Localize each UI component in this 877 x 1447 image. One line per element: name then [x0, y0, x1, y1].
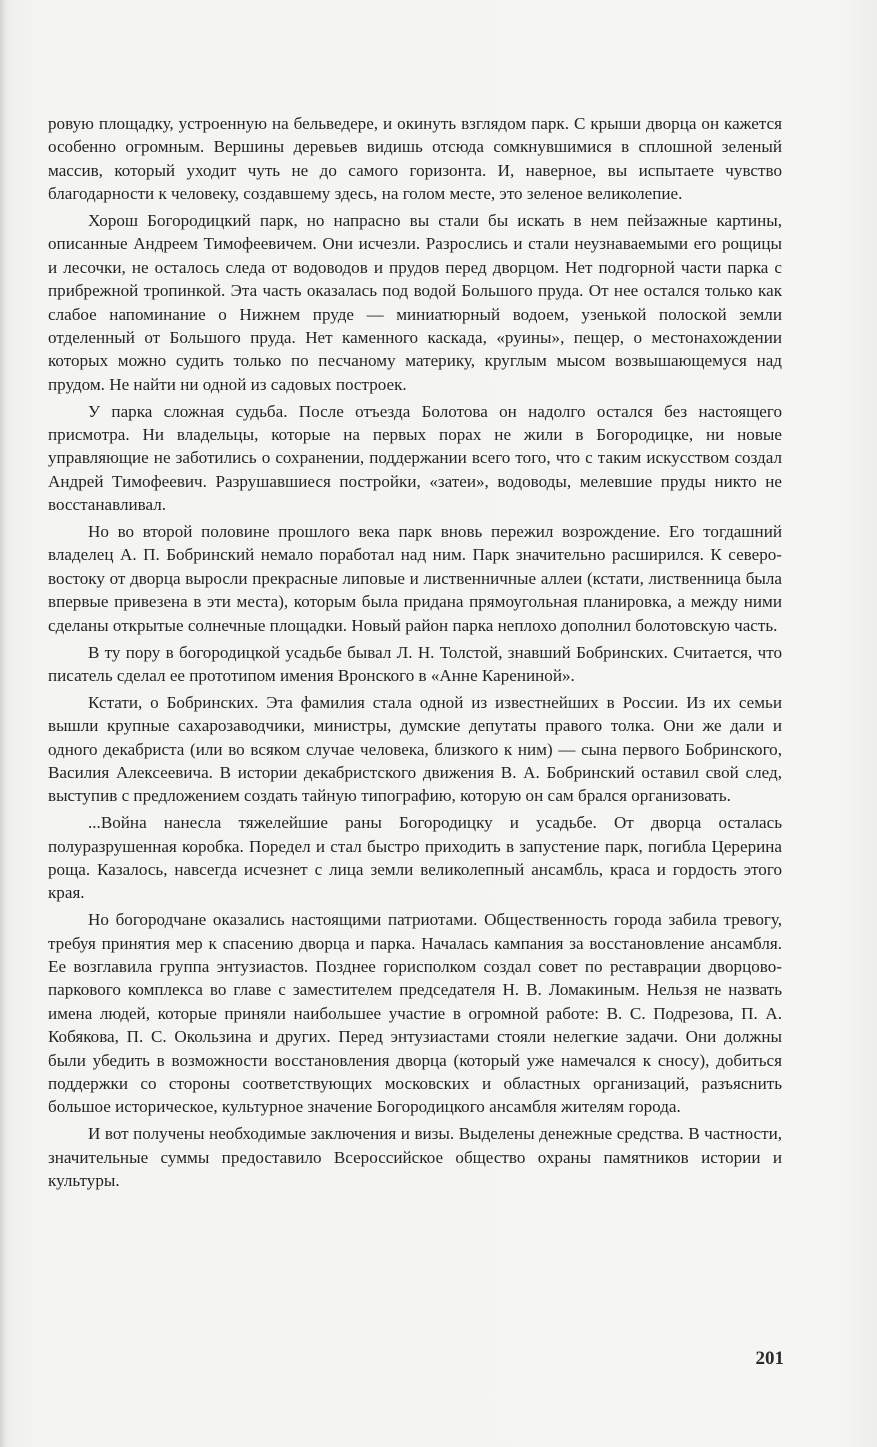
paragraph-7: ...Война нанесла тяжелейшие раны Богородицку и усадьбе. От дворца осталась полуразрушенная коробка. Поредел и стал быстро приходить в запустение парк, погибла Церерина роща. Казалось, навсегда исчезнет с лица земли великолепный ансамбль, краса и гордость этого края.: [48, 813, 782, 903]
paragraph-4: Но во второй половине прошлого века парк вновь пережил возрождение. Его тогдашний владелец А. П. Бобринский немало поработал над ним. Парк значительно расширился. К северо-востоку от дворца выросли прекрасные липовые и лиственничные аллеи (кстати, лиственница была впервые привезена в эти места), которым была придана прямоугольная планировка, а между ними сделаны открытые солнечные площадки. Новый район парка неплохо дополнил болотовскую часть.: [48, 522, 782, 635]
page-binding-shadow: [0, 0, 6, 1447]
paragraph-2: Хорош Богородицкий парк, но напрасно вы стали бы искать в нем пейзажные картины, описанные Андреем Тимофеевичем. Они исчезли. Разрослись и стали неузнаваемыми его рощицы и лесочки, не осталось следа от водоводов и прудов перед дворцом. Нет подгорной части парка с прибрежной тропинкой. Эта часть оказалась под водой Большого пруда. От нее остался только как слабое напоминание о Нижнем пруде — миниатюрный водоем, узенькой полоской земли отделенный от Большого пруда. Нет каменного каскада, «руины», пещер, о местонахождении которых можно судить только по песчаному материку, круглым мысом возвышающемуся над прудом. Не найти ни одной из садовых построек.: [48, 211, 782, 394]
paragraph-5: В ту пору в богородицкой усадьбе бывал Л. Н. Толстой, знавший Бобринских. Считается, что писатель сделал ее прототипом имения Вронского в «Анне Карениной».: [48, 642, 782, 685]
paragraph-3: У парка сложная судьба. После отъезда Болотова он надолго остался без настоящего присмотра. Ни владельцы, которые на первых порах не жили в Богородицке, ни новые управляющие не заботились о сохранении, поддержании всего того, что с таким искусством создал Андрей Тимофеевич. Разрушавшиеся постройки, «затеи», водоводы, мелевшие пруды никто не восстанавливал.: [48, 401, 782, 515]
paragraph-8: Но богородчане оказались настоящими патриотами. Общественность города забила тревогу, требуя принятия мер к спасению дворца и парка. Началась кампания за восстановление ансамбля. Ее возглавила группа энтузиастов. Позднее горисполком создал совет по реставрации дворцово-паркового комплекса во главе с заместителем председателя Н. В. Ломакиным. Нельзя не назвать имена людей, которые приняли наибольшее участие в огромной работе: В. С. Подрезова, П. А. Кобякова, П. С. Окользина и других. Перед энтузиастами стояли нелегкие задачи. Они должны были убедить в возможности восстановления дворца (который уже намечался к сносу), добиться поддержки со стороны соответствующих московских и областных организаций, разъяснить большое историческое, культурное значение Богородицкого ансамбля жителям города.: [48, 910, 782, 1117]
paragraph-1: ровую площадку, устроенную на бельведере, и окинуть взглядом парк. С крыши дворца он кажется особенно огромным. Вершины деревьев видишь отсюда сомкнувшимися в сплошной зеленый массив, который уходит чуть не до самого горизонта. И, наверное, вы испытаете чувство благодарности к человеку, создавшему здесь, на голом месте, это зеленое великолепие.: [48, 114, 782, 204]
paragraph-9: И вот получены необходимые заключения и визы. Выделены денежные средства. В частности, значительные суммы предоставило Всероссийское общество охраны памятников истории и культуры.: [48, 1124, 782, 1190]
paragraph-6: Кстати, о Бобринских. Эта фамилия стала одной из известнейших в России. Из их семьи вышли крупные сахарозаводчики, министры, думские депутаты правого толка. Они же дали и одного декабриста (или во всяком случае человека, близкого к ним) — сына первого Бобринского, Василия Алексеевича. В истории декабристского движения В. А. Бобринский оставил свой след, выступив с предложением создать тайную типографию, которую он сам брался организовать.: [48, 692, 782, 806]
page-number: 201: [755, 1348, 784, 1369]
body-text: [48, 112, 782, 1196]
